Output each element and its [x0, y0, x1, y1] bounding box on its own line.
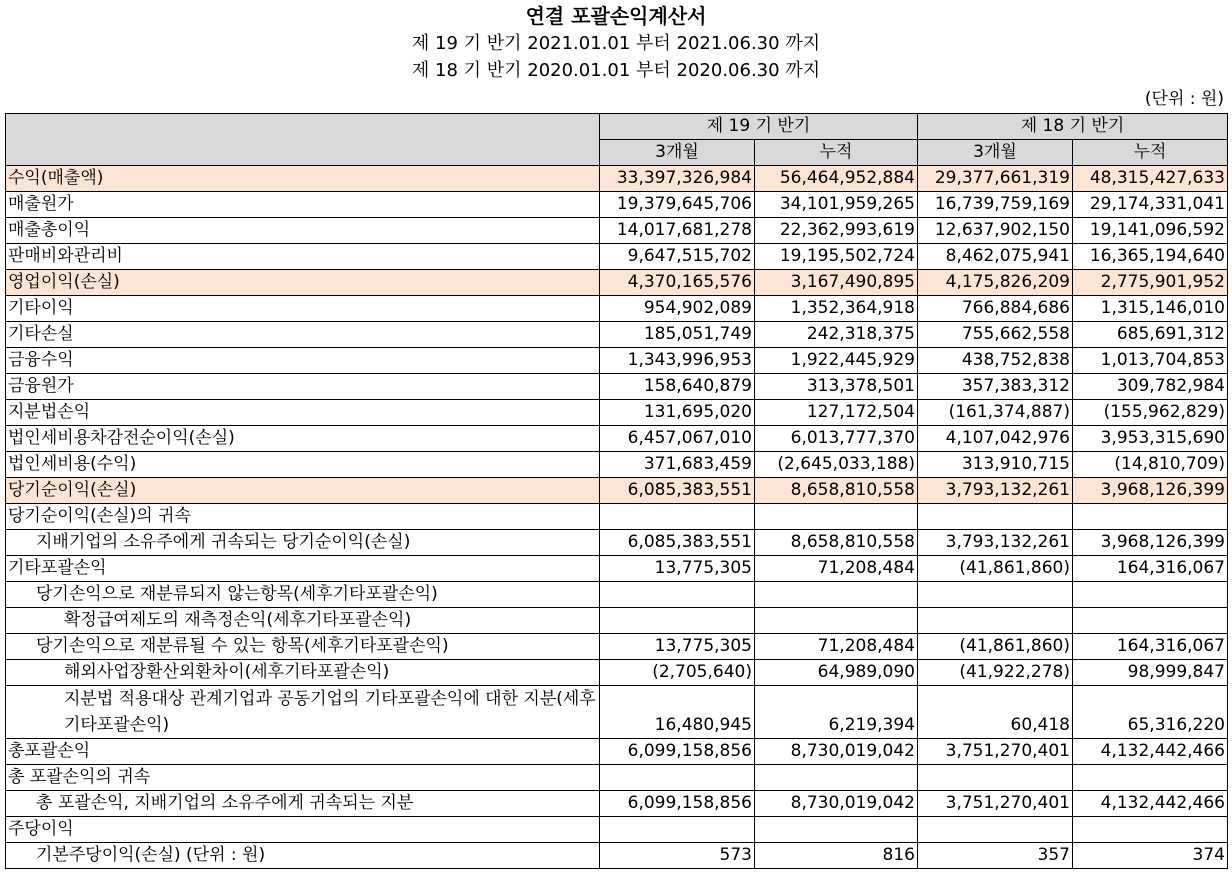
- value-cell: 16,365,194,640: [1073, 244, 1228, 270]
- value-cell: 1,922,445,929: [755, 348, 918, 374]
- table-row: [6, 660, 1228, 686]
- row-label: 매출원가: [6, 192, 600, 218]
- table-row: [6, 166, 1228, 192]
- row-label: 기본주당이익(손실) (단위 : 원): [6, 843, 600, 869]
- value-cell: 313,378,501: [755, 374, 918, 400]
- table-row: [6, 504, 1228, 530]
- value-cell: 1,315,146,010: [1073, 296, 1228, 322]
- row-label: 영업이익(손실): [6, 270, 600, 296]
- value-cell: [918, 765, 1073, 791]
- header-current-3m: 3개월: [600, 140, 755, 166]
- value-cell: [755, 608, 918, 634]
- value-cell: 16,739,759,169: [918, 192, 1073, 218]
- table-row: [6, 322, 1228, 348]
- value-cell: 371,683,459: [600, 452, 755, 478]
- value-cell: 19,195,502,724: [755, 244, 918, 270]
- value-cell: 127,172,504: [755, 400, 918, 426]
- value-cell: 71,208,484: [755, 556, 918, 582]
- value-cell: 1,343,996,953: [600, 348, 755, 374]
- value-cell: 3,953,315,690: [1073, 426, 1228, 452]
- row-label: 주당이익: [6, 817, 600, 843]
- value-cell: 685,691,312: [1073, 322, 1228, 348]
- value-cell: 65,316,220: [1073, 686, 1228, 739]
- value-cell: [755, 582, 918, 608]
- value-cell: 242,318,375: [755, 322, 918, 348]
- value-cell: 16,480,945: [600, 686, 755, 739]
- value-cell: [1073, 765, 1228, 791]
- value-cell: [600, 608, 755, 634]
- value-cell: 2,775,901,952: [1073, 270, 1228, 296]
- row-label: 지분법 적용대상 관계기업과 공동기업의 기타포괄손익에 대한 지분(세후기타포괄손익): [6, 686, 600, 739]
- table-row: [6, 739, 1228, 765]
- value-cell: [600, 504, 755, 530]
- row-label: 당기손익으로 재분류되지 않는항목(세후기타포괄손익): [6, 582, 600, 608]
- value-cell: 164,316,067: [1073, 634, 1228, 660]
- value-cell: 164,316,067: [1073, 556, 1228, 582]
- value-cell: 71,208,484: [755, 634, 918, 660]
- income-statement-table: [5, 113, 1228, 869]
- value-cell: 6,219,394: [755, 686, 918, 739]
- table-row: [6, 296, 1228, 322]
- table-row: [6, 452, 1228, 478]
- table-row: [6, 686, 1228, 739]
- value-cell: [1073, 608, 1228, 634]
- value-cell: 19,141,096,592: [1073, 218, 1228, 244]
- value-cell: 3,751,270,401: [918, 791, 1073, 817]
- header-account-cell: [6, 114, 600, 166]
- value-cell: 3,968,126,399: [1073, 478, 1228, 504]
- table-row: [6, 374, 1228, 400]
- value-cell: 1,013,704,853: [1073, 348, 1228, 374]
- value-cell: [918, 582, 1073, 608]
- value-cell: 131,695,020: [600, 400, 755, 426]
- row-label: 매출총이익: [6, 218, 600, 244]
- value-cell: 60,418: [918, 686, 1073, 739]
- value-cell: 357: [918, 843, 1073, 869]
- table-row: [6, 791, 1228, 817]
- row-label: 총 포괄손익의 귀속: [6, 765, 600, 791]
- current-period: 제 19 기 반기 2021.01.01 부터 2021.06.30 까지: [411, 33, 821, 54]
- table-row: [6, 556, 1228, 582]
- value-cell: [918, 504, 1073, 530]
- row-label: 법인세비용(수익): [6, 452, 600, 478]
- table-row: [6, 270, 1228, 296]
- value-cell: (161,374,887): [918, 400, 1073, 426]
- prior-period: 제 18 기 반기 2020.01.01 부터 2020.06.30 까지: [411, 60, 821, 81]
- value-cell: 185,051,749: [600, 322, 755, 348]
- table-row: [6, 530, 1228, 556]
- table-row: [6, 843, 1228, 869]
- row-label: 총 포괄손익, 지배기업의 소유주에게 귀속되는 지분: [6, 791, 600, 817]
- table-row: [6, 244, 1228, 270]
- value-cell: [600, 817, 755, 843]
- value-cell: 4,132,442,466: [1073, 791, 1228, 817]
- value-cell: [755, 817, 918, 843]
- row-label: 기타손실: [6, 322, 600, 348]
- value-cell: (14,810,709): [1073, 452, 1228, 478]
- value-cell: 766,884,686: [918, 296, 1073, 322]
- row-label: 기타이익: [6, 296, 600, 322]
- table-row: [6, 582, 1228, 608]
- value-cell: [1073, 582, 1228, 608]
- value-cell: 8,730,019,042: [755, 739, 918, 765]
- header-prior-3m: 3개월: [918, 140, 1073, 166]
- table-row: [6, 478, 1228, 504]
- value-cell: 8,730,019,042: [755, 791, 918, 817]
- value-cell: 8,658,810,558: [755, 530, 918, 556]
- value-cell: 4,107,042,976: [918, 426, 1073, 452]
- value-cell: 8,658,810,558: [755, 478, 918, 504]
- value-cell: 98,999,847: [1073, 660, 1228, 686]
- value-cell: 357,383,312: [918, 374, 1073, 400]
- unit-label: (단위 : 원): [1144, 89, 1224, 109]
- row-label: 금융수익: [6, 348, 600, 374]
- value-cell: 4,175,826,209: [918, 270, 1073, 296]
- value-cell: 816: [755, 843, 918, 869]
- value-cell: 9,647,515,702: [600, 244, 755, 270]
- value-cell: 64,989,090: [755, 660, 918, 686]
- value-cell: 6,099,158,856: [600, 739, 755, 765]
- value-cell: [755, 765, 918, 791]
- header-group-prior: 제 18 기 반기: [918, 114, 1228, 140]
- value-cell: 954,902,089: [600, 296, 755, 322]
- header-row-groups: [6, 114, 1228, 140]
- row-label: 기타포괄손익: [6, 556, 600, 582]
- value-cell: 3,968,126,399: [1073, 530, 1228, 556]
- value-cell: 374: [1073, 843, 1228, 869]
- value-cell: [918, 608, 1073, 634]
- value-cell: 6,085,383,551: [600, 530, 755, 556]
- value-cell: 755,662,558: [918, 322, 1073, 348]
- value-cell: 309,782,984: [1073, 374, 1228, 400]
- table-row: [6, 426, 1228, 452]
- value-cell: 4,370,165,576: [600, 270, 755, 296]
- value-cell: 573: [600, 843, 755, 869]
- value-cell: 48,315,427,633: [1073, 166, 1228, 192]
- value-cell: (2,705,640): [600, 660, 755, 686]
- table-row: [6, 765, 1228, 791]
- value-cell: 56,464,952,884: [755, 166, 918, 192]
- value-cell: [1073, 817, 1228, 843]
- value-cell: 29,174,331,041: [1073, 192, 1228, 218]
- value-cell: [600, 582, 755, 608]
- value-cell: 13,775,305: [600, 634, 755, 660]
- value-cell: 158,640,879: [600, 374, 755, 400]
- value-cell: 6,085,383,551: [600, 478, 755, 504]
- table-row: [6, 634, 1228, 660]
- value-cell: [600, 765, 755, 791]
- row-label: 총포괄손익: [6, 739, 600, 765]
- value-cell: 3,751,270,401: [918, 739, 1073, 765]
- value-cell: 12,637,902,150: [918, 218, 1073, 244]
- value-cell: 313,910,715: [918, 452, 1073, 478]
- table-row: [6, 817, 1228, 843]
- value-cell: 34,101,959,265: [755, 192, 918, 218]
- value-cell: 14,017,681,278: [600, 218, 755, 244]
- value-cell: 438,752,838: [918, 348, 1073, 374]
- header-group-current: 제 19 기 반기: [600, 114, 918, 140]
- value-cell: (41,861,860): [918, 556, 1073, 582]
- value-cell: (2,645,033,188): [755, 452, 918, 478]
- row-label: 확정급여제도의 재측정손익(세후기타포괄손익): [6, 608, 600, 634]
- row-label: 당기순이익(손실)의 귀속: [6, 504, 600, 530]
- table-row: [6, 348, 1228, 374]
- value-cell: 6,099,158,856: [600, 791, 755, 817]
- row-label: 금융원가: [6, 374, 600, 400]
- table-row: [6, 218, 1228, 244]
- value-cell: [918, 817, 1073, 843]
- header-current-cumulative: 누적: [755, 140, 918, 166]
- value-cell: 3,793,132,261: [918, 478, 1073, 504]
- row-label: 당기손익으로 재분류될 수 있는 항목(세후기타포괄손익): [6, 634, 600, 660]
- row-label: 해외사업장환산외환차이(세후기타포괄손익): [6, 660, 600, 686]
- value-cell: 6,013,777,370: [755, 426, 918, 452]
- value-cell: 13,775,305: [600, 556, 755, 582]
- value-cell: [1073, 504, 1228, 530]
- value-cell: 19,379,645,706: [600, 192, 755, 218]
- value-cell: 6,457,067,010: [600, 426, 755, 452]
- header-prior-cumulative: 누적: [1073, 140, 1228, 166]
- value-cell: (155,962,829): [1073, 400, 1228, 426]
- row-label: 법인세비용차감전순이익(손실): [6, 426, 600, 452]
- row-label: 수익(매출액): [6, 166, 600, 192]
- value-cell: 4,132,442,466: [1073, 739, 1228, 765]
- value-cell: (41,861,860): [918, 634, 1073, 660]
- value-cell: (41,922,278): [918, 660, 1073, 686]
- table-row: [6, 608, 1228, 634]
- table-row: [6, 192, 1228, 218]
- value-cell: 1,352,364,918: [755, 296, 918, 322]
- value-cell: [755, 504, 918, 530]
- value-cell: 29,377,661,319: [918, 166, 1073, 192]
- row-label: 판매비와관리비: [6, 244, 600, 270]
- value-cell: 3,167,490,895: [755, 270, 918, 296]
- statement-title: 연결 포괄손익계산서: [525, 4, 707, 28]
- value-cell: 22,362,993,619: [755, 218, 918, 244]
- row-label: 당기순이익(손실): [6, 478, 600, 504]
- value-cell: 33,397,326,984: [600, 166, 755, 192]
- row-label: 지배기업의 소유주에게 귀속되는 당기순이익(손실): [6, 530, 600, 556]
- row-label: 지분법손익: [6, 400, 600, 426]
- value-cell: 3,793,132,261: [918, 530, 1073, 556]
- table-row: [6, 400, 1228, 426]
- value-cell: 8,462,075,941: [918, 244, 1073, 270]
